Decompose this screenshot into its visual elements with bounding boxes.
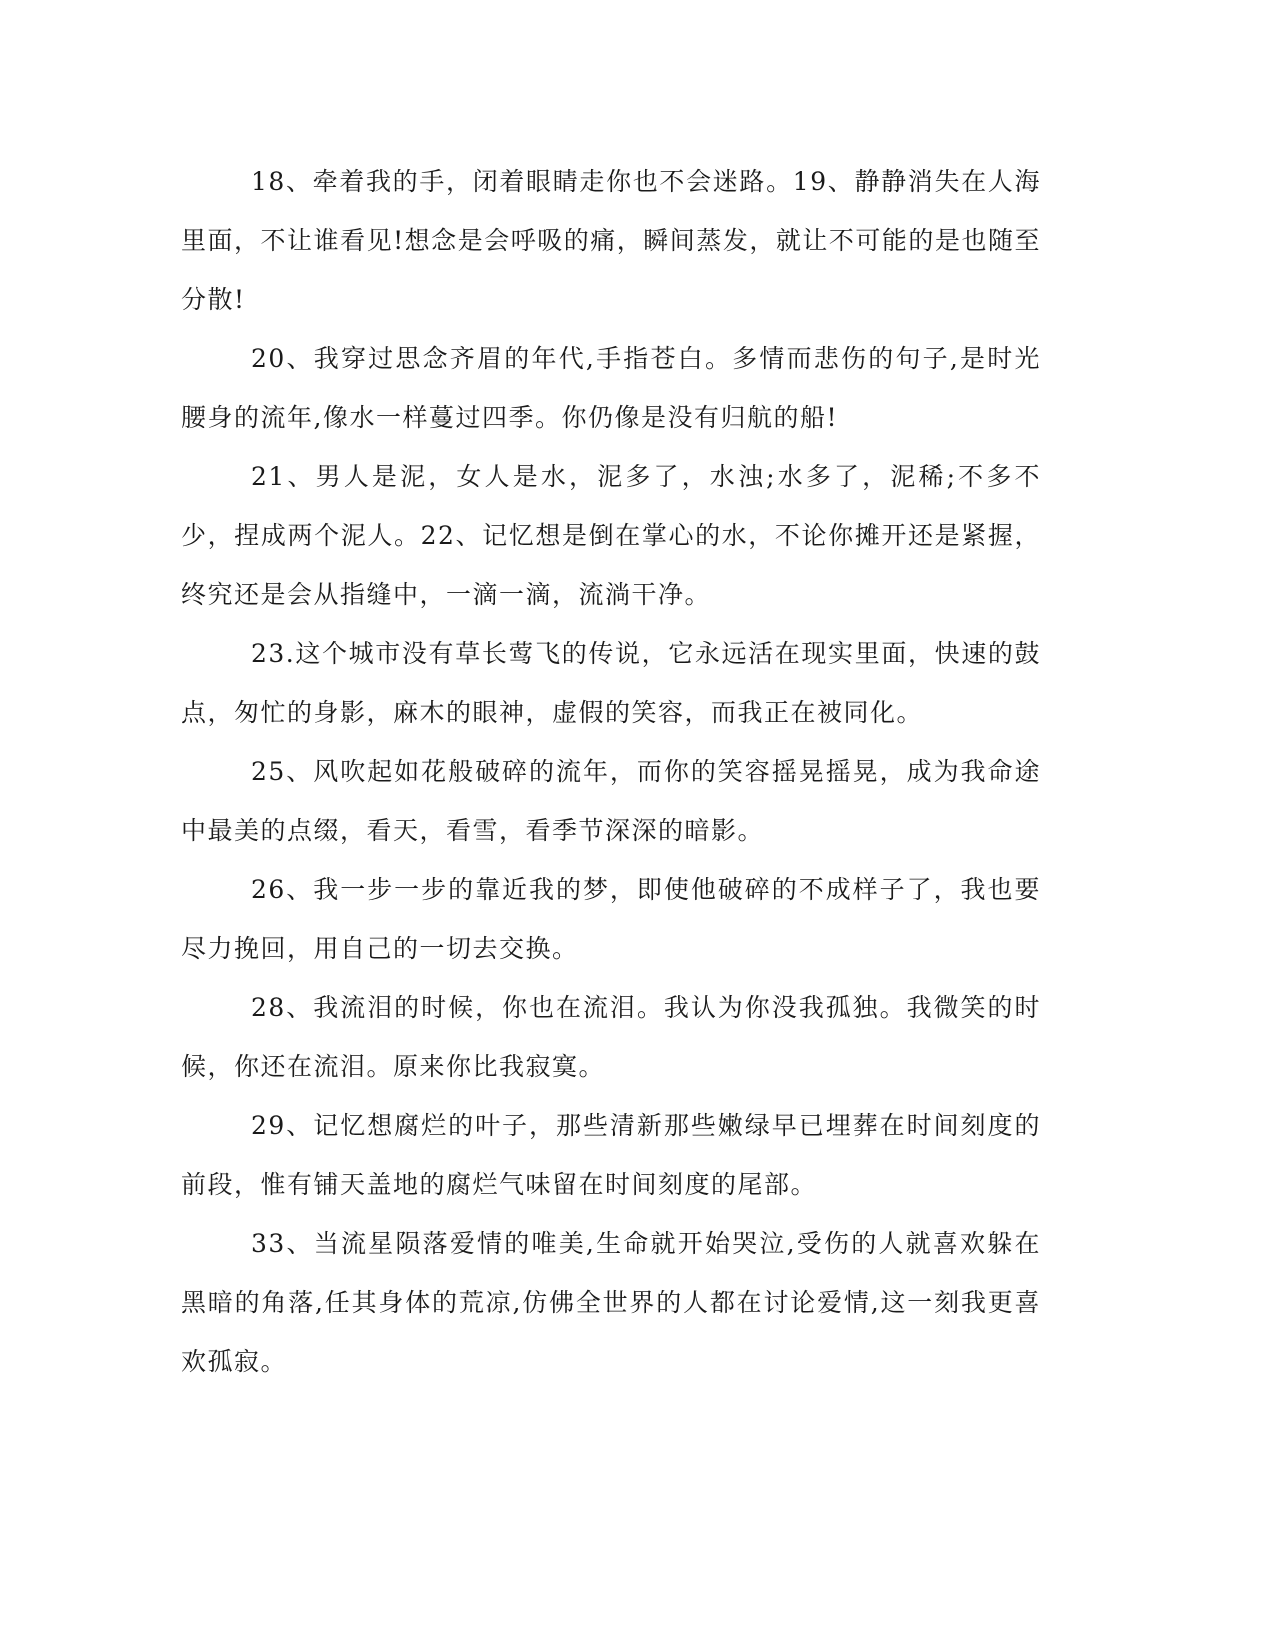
- paragraph-2: 20、我穿过思念齐眉的年代,手指苍白。多情而悲伤的句子,是时光腰身的流年,像水一样蔓过四季。你仍像是没有归航的船!: [181, 344, 1041, 432]
- paragraph-8: 29、记忆想腐烂的叶子，那些清新那些嫩绿早已埋葬在时间刻度的前段，惟有铺天盖地的腐烂气味留在时间刻度的尾部。: [181, 1111, 1041, 1199]
- paragraph-4: 23.这个城市没有草长莺飞的传说，它永远活在现实里面，快速的鼓点，匆忙的身影，麻木的眼神，虚假的笑容，而我正在被同化。: [181, 639, 1041, 727]
- document-body: [181, 152, 1041, 1391]
- paragraph-7: 28、我流泪的时候，你也在流泪。我认为你没我孤独。我微笑的时候，你还在流泪。原来你比我寂寞。: [181, 993, 1041, 1081]
- paragraph-1: 18、牵着我的手，闭着眼睛走你也不会迷路。19、静静消失在人海里面，不让谁看见!想念是会呼吸的痛，瞬间蒸发，就让不可能的是也随至分散!: [181, 167, 1041, 314]
- paragraph-5: 25、风吹起如花般破碎的流年，而你的笑容摇晃摇晃，成为我命途中最美的点缀，看天，看雪，看季节深深的暗影。: [181, 757, 1041, 845]
- paragraph-6: 26、我一步一步的靠近我的梦，即使他破碎的不成样子了，我也要尽力挽回，用自己的一切去交换。: [181, 875, 1041, 963]
- paragraph-3: 21、男人是泥，女人是水，泥多了，水浊;水多了，泥稀;不多不少，捏成两个泥人。22、记忆想是倒在掌心的水，不论你摊开还是紧握，终究还是会从指缝中，一滴一滴，流淌干净。: [181, 462, 1041, 609]
- paragraph-9: 33、当流星陨落爱情的唯美,生命就开始哭泣,受伤的人就喜欢躲在黑暗的角落,任其身体的荒凉,仿佛全世界的人都在讨论爱情,这一刻我更喜欢孤寂。: [181, 1229, 1041, 1376]
